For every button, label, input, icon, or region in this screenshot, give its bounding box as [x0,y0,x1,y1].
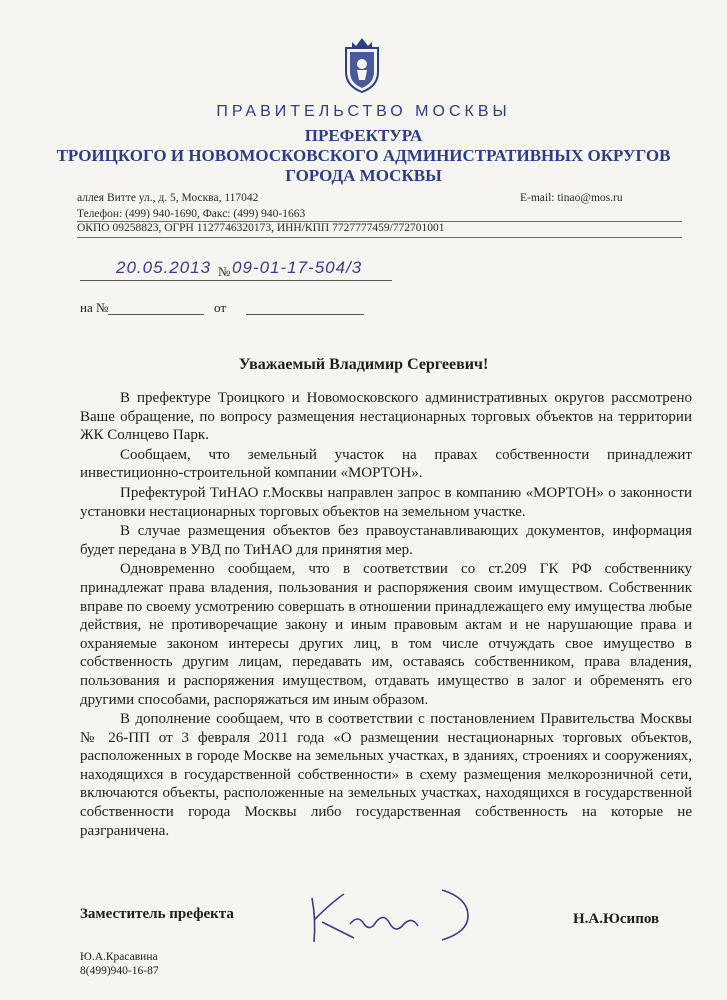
paragraph: Сообщаем, что земельный участок на правах собственности принадлежит инвестиционно-строительной компании «МОРТОН». [80,446,692,482]
header-divider [77,237,682,238]
reference-date-blank [246,314,364,315]
moscow-coat-of-arms-icon [340,34,384,96]
paragraph: В случае размещения объектов без правоустанавливающих документов, информация будет передана в УВД по ТиНАО для принятия мер. [80,523,692,558]
letter-body [80,389,692,841]
paragraph: Префектурой ТиНАО г.Москвы направлен запрос в компанию «МОРТОН» о законности установки нестационарных торговых объектов на земельном участке. [80,484,692,520]
reference-number-label: на № [80,300,109,315]
executor-name: Ю.А.Красавина [80,951,158,963]
government-title: ПРАВИТЕЛЬСТВО МОСКВЫ [216,103,511,120]
signatory-name: Н.А.Юсипов [573,911,660,927]
salutation: Уважаемый Владимир Сергеевич! [238,356,489,373]
registration-date: 20.05.2013 [116,258,212,277]
reference-number-blank [108,314,204,315]
registration-codes: ОКПО 09258823, ОГРН 1127746320173, ИНН/КПП 7727777459/772701001 [77,222,445,234]
phone-fax: Телефон: (499) 940-1690, Факс: (499) 940-1663 [77,208,306,220]
signatory-position: Заместитель префекта [80,906,234,922]
paragraph: В префектуре Троицкого и Новомосковского административных округов рассмотрено Ваше обращение, по вопросу размещения нестационарных торговых объектов на территории ЖК Солнцево Парк. [80,390,692,444]
prefecture-districts: ТРОИЦКОГО И НОВОМОСКОВСКОГО АДМИНИСТРАТИВНЫХ ОКРУГОВ [56,146,671,165]
reference-date-label: от [214,300,227,315]
executor-phone: 8(499)940-16-87 [80,965,159,977]
address: аллея Витте ул., д. 5, Москва, 117042 [77,192,259,204]
paragraph: Одновременно сообщаем, что в соответствии со ст.209 ГК РФ собственнику принадлежат права владения, пользования и распоряжения своим имуществом. Собственник вправе по своему усмотрению совершать в отношении принадлежащего ему имущества любые действия, не противоречащие закону и иным правовым актам и не нарушающие права и охраняемые законом интересы других лиц, в том числе отчуждать свое имущество в собственность другим лицам, передавать им, оставаясь собственником, права владения, пользования и распоряжения имуществом, отдавать имущество в залог и обременять его другими способами, распоряжаться им иным образом. [80,561,692,708]
email: E-mail: tinao@mos.ru [520,192,623,204]
handwritten-signature [292,880,492,950]
registration-number: 09-01-17-504/3 [232,258,363,277]
prefecture-title: ПРЕФЕКТУРА [304,126,423,145]
prefecture-city: ГОРОДА МОСКВЫ [285,166,442,185]
registration-number-label: № [218,264,231,279]
paragraph: В дополнение сообщаем, что в соответствии с постановлением Правительства Москвы № 26-ПП от 3 февраля 2011 года «О размещении нестационарных торговых объектов, расположенных в городе Москве на земельных участках, в зданиях, строениях и сооружениях, находящихся в государственной собственности» в схему размещения мелкорозничной сети, включаются объекты, расположенные на земельных участках, находящихся в государственной собственности города Москвы либо государственная собственность на которые не разграничена. [80,711,692,839]
executor-block [80,950,159,978]
